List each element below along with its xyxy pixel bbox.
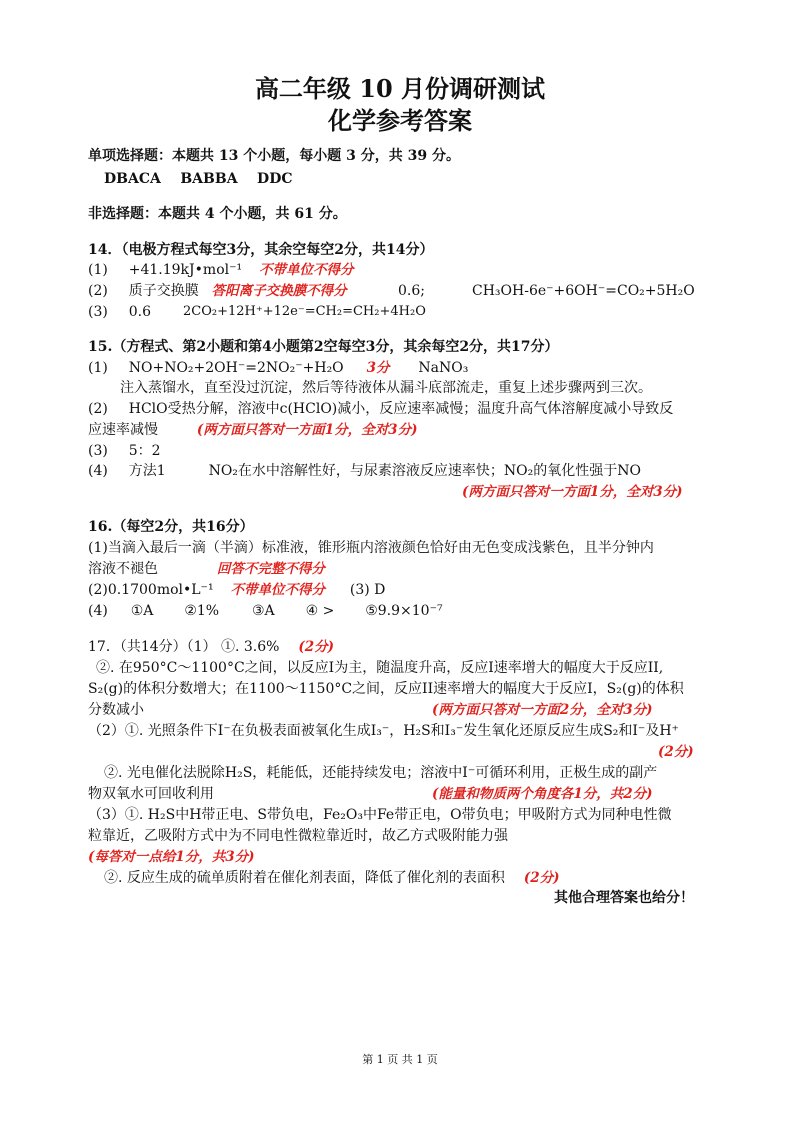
- q17-s3-text4: ②. 反应生成的硫单质附着在催化剂表面，降低了催化剂的表面积: [104, 870, 505, 886]
- q17-p2-line2: S₂(g)的体积分数增大；在1100～1150°C之间，反应II速率增大的幅度大于反应I，S₂(g)的体积: [88, 681, 684, 697]
- q16-answer-4: [88, 602, 443, 620]
- q16-a1-text: (1)当滴入最后一滴（半滴）标准液，锥形瓶内溶液颜色恰好由无色变成浅紫色，且半分钟内: [88, 540, 654, 556]
- q17-header: 17．（共14分）（1） ①. 3.6%: [88, 639, 280, 655]
- q15-a1-label: (1): [88, 360, 108, 376]
- q16-a4-item-2: ②1%: [184, 603, 220, 619]
- q15-a4-label: (4): [88, 463, 108, 479]
- q16-a1-cont: 溶液不褪色: [88, 561, 158, 577]
- q16-a1-continuation: [88, 560, 325, 578]
- q14-a2-label: (2): [88, 283, 108, 299]
- q15-a2-label: (2): [88, 401, 108, 417]
- q16-answer-2: [88, 581, 385, 599]
- q16-a4-item-5: ⑤9.9×10⁻⁷: [365, 603, 443, 619]
- q15-answer-1: [88, 359, 468, 377]
- q14-a2-text: 质子交换膜: [128, 283, 199, 299]
- q17-p2-line1: ②. 在950°C～1100°C之间，以反应I为主，随温度升高，反应I速率增大的幅度大于反应II,: [96, 660, 664, 676]
- q16-a4-item-1: ①A: [130, 603, 154, 619]
- q15-a3-value: 5：2: [128, 443, 161, 459]
- q17-s3-line4: [104, 869, 559, 887]
- q16-a4-item-3: ③A: [252, 603, 275, 619]
- q16-a4-label: (4): [88, 603, 108, 619]
- q15-answer-3: [88, 442, 161, 460]
- q15-a4-note: (两方面只答对一方面1分，全对3分): [462, 484, 683, 500]
- q14-a3-label: (3): [88, 304, 108, 320]
- page-footer: 第 1 页 共 1 页: [362, 1053, 438, 1066]
- q15-a3-label: (3): [88, 443, 108, 459]
- q15-a4-method: 方法1: [128, 463, 166, 479]
- q16-header: 16.（每空2分，共16分）: [88, 519, 254, 535]
- q17-s3-line1: （3）①. H₂S中H带正电、S带负电，Fe₂O₃中Fe带正电，O带负电；甲吸附方式为同种电性微: [88, 807, 672, 823]
- q14-a2-note: 答阳离子交换膜不得分: [211, 283, 347, 299]
- q14-answer-3: [88, 303, 151, 321]
- q15-a1-value: NaNO₃: [418, 360, 469, 376]
- q17-s3-line2: 粒靠近，乙吸附方式中为不同电性微粒靠近时，故乙方式吸附能力强: [88, 828, 508, 844]
- q14-a1-label: (1): [88, 262, 108, 278]
- q15-a2-continuation: [88, 421, 417, 439]
- q14-a3-equation: 2CO₂+12H⁺+12e⁻=CH₂=CH₂+4H₂O: [183, 304, 426, 319]
- q17-s2-line1: （2）①. 光照条件下I⁻在负极表面被氧化生成I₃⁻，H₂S和I₃⁻发生氧化还原反应生成S₂和I⁻及H⁺: [88, 723, 679, 739]
- q17-p2-line3: [88, 701, 144, 719]
- q14-a1-text: +41.19kJ•mol⁻¹: [128, 262, 243, 278]
- page-subtitle: 化学参考答案: [328, 106, 472, 135]
- q14-header: 14．（电极方程式每空3分，其余空每空2分，共14分）: [88, 242, 434, 258]
- q17-header-line: [88, 638, 334, 656]
- nonmc-header: 非选择题：本题共 4 个小题，共 61 分。: [88, 206, 347, 222]
- q15-header: 15.（方程式、第2小题和第4小题第2空每空3分，其余每空2分，共17分）: [88, 339, 559, 355]
- mc-header: 单项选择题：本题共 13 个小题，每小题 3 分，共 39 分。: [88, 148, 460, 164]
- q15-a1-equation: NO+NO₂+2OH⁻=2NO₂⁻+H₂O: [128, 360, 344, 376]
- q17-s2-note2: (能量和物质两个角度各1分，共2分): [432, 786, 653, 802]
- q14-answer-1: [88, 261, 354, 279]
- q15-a1-line2: 注入蒸馏水，直至没过沉淀，然后等待液体从漏斗底部流走，重复上述步骤两到三次。: [120, 380, 652, 396]
- q14-a2-equation: CH₃OH-6e⁻+6OH⁻=CO₂+5H₂O: [472, 283, 695, 299]
- q16-a4-item-4: ④ >: [305, 603, 335, 619]
- q15-a4-text: NO₂在水中溶解性好，与尿素溶液反应速率快；NO₂的氧化性强于NO: [208, 463, 641, 479]
- q17-p2-text3: 分数减小: [88, 702, 144, 718]
- q17-s3-note2: (2分): [523, 870, 560, 886]
- q15-a2-cont: 应速率减慢: [88, 422, 158, 438]
- page-title: 高二年级 10 月份调研测试: [254, 74, 546, 103]
- closing-remark: 其他合理答案也给分！: [554, 890, 694, 906]
- q17-s2-note1: (2分): [658, 744, 694, 760]
- q14-answer-2: [88, 282, 347, 300]
- q14-a3-value: 0.6: [128, 304, 152, 320]
- q16-a3-text: (3) D: [349, 582, 386, 598]
- q15-a2-note: (两方面只答对一方面1分，全对3分): [196, 422, 418, 438]
- q16-a2-note: 不带单位不得分: [230, 582, 325, 598]
- q15-a2-text: HClO受热分解，溶液中c(HClO)减小，反应速率减慢；温度升高气体溶解度减小导致反: [128, 401, 674, 417]
- q15-a1-note: 3分: [366, 360, 390, 376]
- q14-a1-note: 不带单位不得分: [259, 262, 354, 278]
- mc-answers: DBACA BABBA DDC: [104, 171, 293, 187]
- q17-header-note: (2分): [298, 639, 335, 655]
- q15-answer-2: [88, 400, 673, 418]
- q14-a2-value: 0.6;: [398, 283, 425, 299]
- q16-a1-note: 回答不完整不得分: [216, 561, 325, 577]
- q17-s2-line2: ②. 光电催化法脱除H₂S，耗能低，还能持续发电；溶液中I⁻可循环利用，正极生成的副产: [104, 765, 658, 781]
- q17-s2-line3: 物双氧水可回收利用: [88, 786, 214, 802]
- q17-s3-note: (每答对一点给1分，共3分): [88, 849, 255, 865]
- q17-p2-note: (两方面只答对一方面2分，全对3分): [432, 702, 653, 718]
- q15-answer-4: [88, 462, 641, 480]
- q16-a2-text: (2)0.1700mol•L⁻¹: [88, 582, 214, 598]
